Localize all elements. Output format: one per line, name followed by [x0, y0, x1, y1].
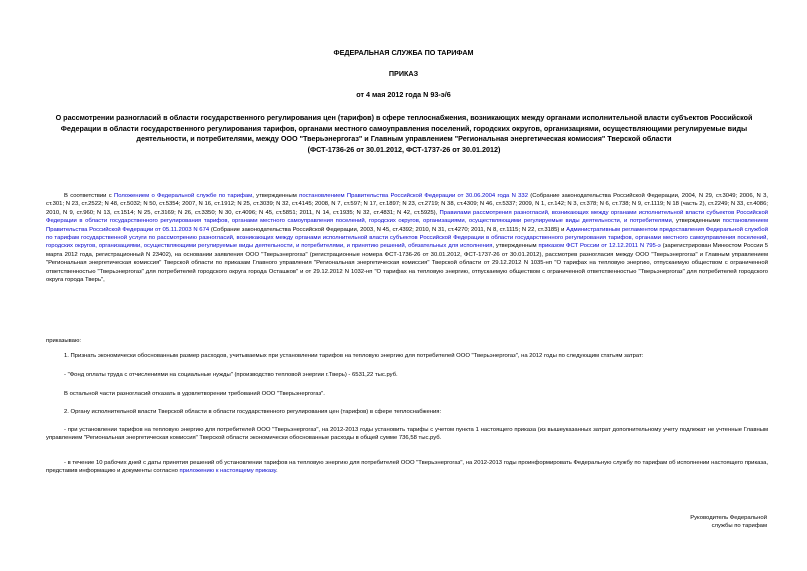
link-fst-order-795[interactable]: приказом ФСТ России от 12.12.2011 N 795-э — [538, 243, 661, 250]
item-1-cost-line: - "Фонд оплаты труда с отчислениями на социальные нужды" (производство тепловой энергии г.Тверь) - 6531,22 тыс.руб. — [64, 372, 398, 378]
item-2: 2. Органу исполнительной власти Тверской области в области государственного регулирования цен (тарифов) в сфере теплоснабжения: — [64, 409, 442, 415]
link-administrative-regulation[interactable]: Административным регламентом предоставления Федеральной службой по тарифам государственной услуги по рассмотрению разногласий, возникающих между органами исполнительной власти субъектов Российской Федерации в области государственного регулирования тарифов, органами местного самоуправления поселений, городских округов, организациями, осуществляющими регулируемые виды деятельности, и потребителями, и принятию решений, обязательных для исполнения — [46, 226, 768, 250]
item-2-reporting-text: - в течение 10 рабочих дней с даты принятия решений об установлении тарифов на тепловую энергию для потребителей ООО "Тверьэнергогаз", на 2012-2013 годы проинформировать Федеральную службу по тарифам об исполнении настоящего приказа, представив информацию и документы согласно — [46, 460, 768, 475]
item-1-rejection: В остальной части разногласий отказать в удовлетворении требований ООО "Тверьэнергогаз". — [64, 391, 325, 397]
document-title — [46, 113, 762, 155]
item-2-reporting-instruction — [46, 459, 768, 476]
item-2-reporting-end: . — [276, 468, 278, 475]
title-subtitle: (ФСТ-1736-26 от 30.01.2012, ФСТ-1737-26 от 30.01.2012) — [307, 144, 501, 154]
title-main: О рассмотрении разногласий в области государственного регулирования цен (тарифов) в сфере теплоснабжения, возникающих между органами исполнительной власти субъектов Российской Федерации в области государственного регулирования тарифов, органами местного самоуправления поселений, городских округов, организациями, осуществляющими регулируемые виды деятельности, и потребителями, между ООО "Тверьэнергогаз" и Главным управлением "Региональная энергетическая комиссия" Тверской области — [55, 113, 753, 143]
preamble-text-5: (Собрание законодательства Российской Федерации, 2003, N 45, ст.4392; 2010, N 31, ст.4270; 2011, N 8, ст.1115; N 22, ст.3185) и — [209, 226, 567, 233]
preamble-text-6: , утвержденным — [492, 243, 539, 250]
link-fst-regulation[interactable]: Положением о Федеральной службе по тарифам — [114, 193, 253, 199]
signature-title-line-2: службы по тарифам — [711, 523, 767, 529]
preamble-text-3: (Собрание законодательства Российской Федерации, 2004, N 29, ст.3049; 2006, N 3, ст.301; N 23, ст.2522; N 48, ст.5032; N 50, ст.5354; 2007, N 16, ст.1912; N 25, ст.3039; N 32, ст.4145; 2008, N 7, ст.597; N 17, ст.1897; N 23, ст.2719; N 38, ст.4309; N 46, ст.5337; 2009, N 1, ст.142; N 3, ст.378; N 6, ст.738; N 9, ст.1119; N 18 (часть 2), ст.2249; N 33, ст.4086; 2010, N 9, ст.960; N 13, ст.1514; N 25, ст.3169; N 26, ст.3350; N 30, ст.4096; N 45, ст.5851; 2011, N 14, ст.1935; N 32, ст.4831; N 42, ст.5925), — [46, 193, 768, 216]
order-word: приказываю: — [46, 338, 82, 344]
link-government-decree-674[interactable]: постановлением Правительства Российской Федерации от 05.11.2003 N 674 — [46, 218, 768, 233]
agency-heading: ФЕДЕРАЛЬНАЯ СЛУЖБА ПО ТАРИФАМ — [333, 48, 474, 57]
preamble-text-1: В соответствии с — [64, 193, 114, 199]
preamble-paragraph — [46, 192, 768, 284]
document-date-number: от 4 мая 2012 года N 93-э/6 — [356, 90, 451, 99]
preamble-text-2: , утвержденным — [252, 193, 300, 199]
signature-title-line-1: Руководитель Федеральной — [690, 515, 767, 521]
preamble-text-4: , утвержденными — [671, 218, 723, 225]
item-2-tariff-instruction: - при установлении тарифов на тепловую энергию для потребителей ООО "Тверьэнергогаз", на 2012-2013 годы установить тарифы с учетом пункта 1 настоящего приказа (из вышеуказанных затрат дополнительному учету подлежат не учтенные Главным управлением "Региональная энергетическая комиссия" Тверской области экономически обоснованные расходы в общей сумме 736,58 тыс.руб. — [46, 427, 768, 442]
preamble-text-7: (зарегистрирован Минюстом России 5 марта 2012 года, регистрационный N 23402), на основании заявления ООО "Тверьэнергогаз" (регистрационные номера ФСТ-1736-26 от 30.01.2012, ФСТ-1737-26 от 30.01.2012), рассмотрев разногласия между ООО "Тверьэнергогаз" и Главным управлением "Региональная энергетическая комиссия" Тверской области по приказам Главного управления "Региональная энергетическая комиссия" Тверской области от 29.12.2012 N 1035-нп "О тарифах на тепловую энергию, отпускаемую обществом с ограниченной ответственностью "Тверьэнергогаз" для потребителей городского округа города Осташков" и от 29.12.2012 N 1032-нп "О тарифах на тепловую энергию, отпускаемую обществом с ограниченной ответственностью "Тверьэнергогаз" для потребителей городского округа города Тверь", — [46, 243, 769, 284]
link-appendix[interactable]: приложению к настоящему приказу — [179, 468, 277, 475]
link-government-decree-332[interactable]: постановлением Правительства Российской Федерации от 30.06.2004 года N 332 — [299, 193, 528, 199]
link-disagreement-rules[interactable]: Правилами рассмотрения разногласий, возникающих между органами исполнительной власти субъектов Российской Федерации в области государственного регулирования тарифов, органами местного самоуправления поселений, городских округов, организациями, осуществляющими регулируемые виды деятельности, и потребителями — [46, 209, 769, 225]
document-type-heading: ПРИКАЗ — [388, 69, 419, 78]
item-1: 1. Признать экономически обоснованным размер расходов, учитываемых при установлении тарифов на тепловую энергию для потребителей ООО "Тверьэнергогаз", на 2012 годы по следующим статьям затрат: — [64, 353, 644, 359]
